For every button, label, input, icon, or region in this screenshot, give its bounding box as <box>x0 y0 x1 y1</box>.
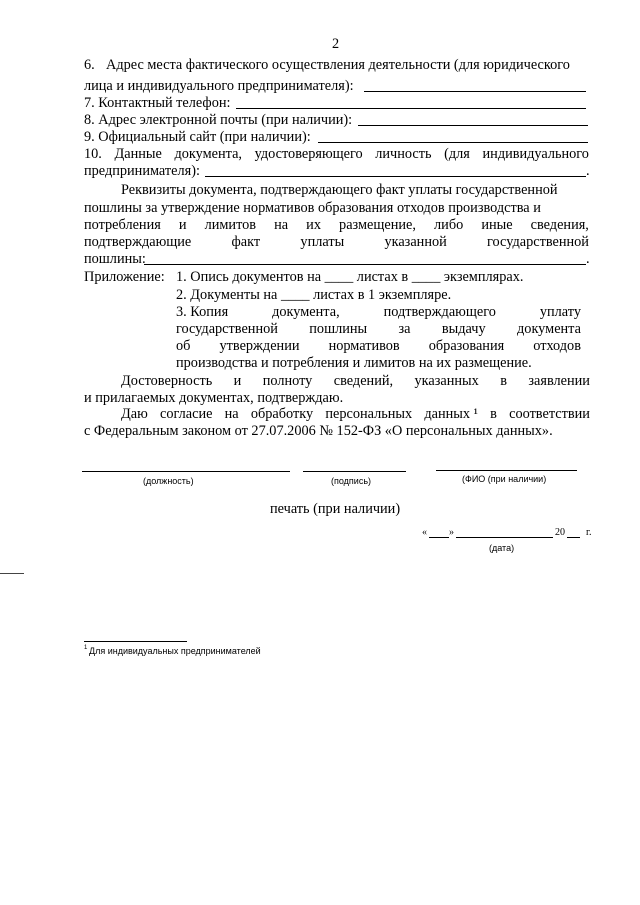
w: полноту <box>262 373 313 389</box>
consent-line1 <box>121 407 590 421</box>
requisites-fill-line[interactable] <box>144 264 586 265</box>
position-caption: (должность) <box>143 476 194 486</box>
w: документа, <box>272 304 340 320</box>
w: потребления <box>84 217 161 233</box>
item6-fill-line[interactable] <box>364 91 586 92</box>
w: пошлины <box>309 321 368 337</box>
w: сведений, <box>333 373 394 389</box>
w: Даю <box>121 406 148 422</box>
footnote-text: Для индивидуальных предпринимателей <box>89 646 261 656</box>
w: их <box>306 217 321 233</box>
w: в <box>490 406 497 422</box>
w: утверждении <box>219 338 300 354</box>
date-open-quote: « <box>422 527 427 538</box>
date-day-line[interactable] <box>429 537 449 538</box>
date-year-line[interactable] <box>567 537 580 538</box>
signature-line[interactable] <box>303 471 406 472</box>
w: и <box>178 217 187 233</box>
w: уплату <box>539 304 581 320</box>
item8-fill-line[interactable] <box>358 125 588 126</box>
item6-line1: Адрес места фактического осуществления деятельности (для юридического <box>106 57 570 73</box>
attachment-3-line1 <box>176 305 581 319</box>
item9-fill-line[interactable] <box>318 142 588 143</box>
attachment-1: 1. Опись документов на ____ листах в ____ экземплярах. <box>176 269 524 285</box>
w: личность <box>375 146 432 162</box>
w: за <box>398 321 411 337</box>
position-line[interactable] <box>82 471 290 472</box>
w: отходов <box>533 338 581 354</box>
name-line[interactable] <box>436 470 577 471</box>
date-caption: (дата) <box>489 543 515 553</box>
w: на <box>224 406 239 422</box>
w: указанной <box>384 234 447 250</box>
confirm-line1 <box>121 374 590 388</box>
footnote-separator <box>84 641 187 642</box>
item8-label: 8. Адрес электронной почты (при наличии): <box>84 112 353 128</box>
w: (для <box>444 146 470 162</box>
w: лимитов <box>204 217 257 233</box>
w: в <box>500 373 507 389</box>
item7-label: 7. Контактный телефон: <box>84 95 231 111</box>
w: обработку <box>250 406 314 422</box>
w: Достоверность <box>121 373 213 389</box>
page-number: 2 <box>332 36 340 52</box>
w: сведения, <box>530 217 589 233</box>
attachment-3-line3 <box>176 339 581 353</box>
w: данных ¹ <box>424 406 478 422</box>
w: уплаты <box>300 234 345 250</box>
w: документа, <box>174 146 242 162</box>
requisites-line5: пошлины: <box>84 251 146 267</box>
footnote-mark: 1 <box>84 645 88 651</box>
confirm-line2: и прилагаемых документах, подтверждаю. <box>84 390 344 406</box>
signature-caption: (подпись) <box>331 476 372 486</box>
w: 3. Копия <box>176 304 229 320</box>
w: об <box>176 338 191 354</box>
requisites-line3 <box>84 218 589 232</box>
w: либо <box>434 217 464 233</box>
w: 10. <box>84 146 102 162</box>
date-year-suffix: г. <box>586 527 592 538</box>
requisites-line4 <box>84 235 589 249</box>
w: подтверждающего <box>383 304 496 320</box>
w: размещение, <box>339 217 416 233</box>
item6-line2: лица и индивидуального предпринимателя): <box>84 78 354 94</box>
w: персональных <box>325 406 413 422</box>
item10-line2: предпринимателя): <box>84 163 200 179</box>
date-close-quote: » <box>449 527 454 538</box>
item10-dot: . <box>586 163 590 179</box>
consent-line2: с Федеральным законом от 27.07.2006 № 152-ФЗ «О персональных данных». <box>84 423 553 439</box>
w: Данные <box>114 146 162 162</box>
item6-number: 6. <box>84 57 95 73</box>
w: указанных <box>414 373 479 389</box>
w: иные <box>481 217 513 233</box>
date-month-line[interactable] <box>456 537 553 538</box>
name-caption: (ФИО (при наличии) <box>462 474 547 484</box>
w: факт <box>231 234 261 250</box>
item7-fill-line[interactable] <box>236 108 586 109</box>
stamp-label: печать (при наличии) <box>270 501 401 517</box>
w: нормативов <box>328 338 400 354</box>
requisites-line1: Реквизиты документа, подтверждающего факт уплаты государственной <box>121 182 558 198</box>
item10-line1 <box>84 147 589 161</box>
w: подтверждающие <box>84 234 192 250</box>
w: и <box>233 373 242 389</box>
w: документа <box>517 321 581 337</box>
date-year-prefix: 20 <box>555 527 565 538</box>
attachment-3-line2 <box>176 322 581 336</box>
requisites-dot: . <box>586 251 590 267</box>
item9-label: 9. Официальный сайт (при наличии): <box>84 129 311 145</box>
w: согласие <box>159 406 213 422</box>
attachment-3-line4: производства и потребления и лимитов на их размещение. <box>176 355 532 371</box>
requisites-line2: пошлины за утверждение нормативов образования отходов производства и <box>84 200 541 216</box>
w: удостоверяющего <box>254 146 363 162</box>
w: выдачу <box>441 321 486 337</box>
w: соответствии <box>509 406 590 422</box>
w: образования <box>428 338 505 354</box>
w: индивидуального <box>482 146 589 162</box>
scan-edge-line <box>0 573 24 574</box>
item10-fill-line[interactable] <box>205 176 586 177</box>
attachments-label: Приложение: <box>84 269 165 285</box>
w: заявлении <box>528 373 590 389</box>
w: на <box>274 217 289 233</box>
w: государственной <box>176 321 278 337</box>
attachment-2: 2. Документы на ____ листах в 1 экземпляре. <box>176 287 452 303</box>
w: государственной <box>487 234 589 250</box>
